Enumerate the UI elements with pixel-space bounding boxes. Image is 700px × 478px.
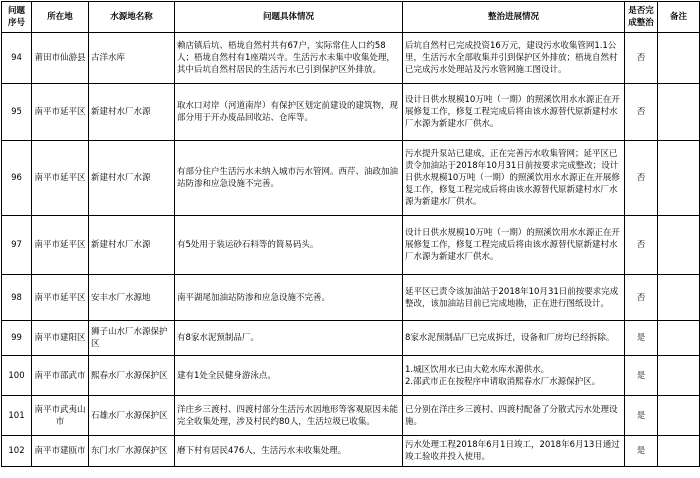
cell-note bbox=[658, 321, 700, 356]
cell-no: 94 bbox=[2, 33, 32, 84]
cell-done: 是 bbox=[625, 396, 658, 436]
cell-no: 102 bbox=[2, 436, 32, 467]
header-done: 是否完成整治 bbox=[625, 2, 658, 33]
rectification-table bbox=[1, 1, 700, 467]
table-row bbox=[2, 396, 700, 436]
cell-location: 南平市延平区 bbox=[32, 141, 89, 216]
cell-location: 南平市建瓯市 bbox=[32, 436, 89, 467]
table-row bbox=[2, 436, 700, 467]
cell-note bbox=[658, 436, 700, 467]
cell-done: 否 bbox=[625, 141, 658, 216]
header-row bbox=[2, 2, 700, 33]
cell-problem: 取水口对岸（河道南岸）有保护区划定前建设的建筑物，现部分用于开办废品回收站、仓库等。 bbox=[175, 84, 403, 141]
cell-source: 新建村水厂水源 bbox=[89, 84, 175, 141]
cell-note bbox=[658, 275, 700, 321]
cell-progress: 已分别在洋庄乡三渡村、四渡村配备了分散式污水处理设施。 bbox=[403, 396, 625, 436]
cell-problem: 磨下村有居民476人，生活污水未收集处理。 bbox=[175, 436, 403, 467]
table-row bbox=[2, 321, 700, 356]
cell-no: 101 bbox=[2, 396, 32, 436]
cell-no: 98 bbox=[2, 275, 32, 321]
cell-problem: 有8家水泥预制品厂。 bbox=[175, 321, 403, 356]
cell-no: 100 bbox=[2, 356, 32, 396]
cell-problem: 有部分住户生活污水未纳入城市污水管网。西芹、油政加油站防渗和应急设施不完善。 bbox=[175, 141, 403, 216]
cell-done: 是 bbox=[625, 321, 658, 356]
cell-progress: 污水提升泵站已建成，正在完善污水收集管网；延平区已责令加油站于2018年10月31日前按要求完成整改；设计日供水规模10万吨（一期）的照溪饮用水水源正在开展修复工作，修复工程完成后将由该水源替代原新建村水厂水源为新建水厂供水。 bbox=[403, 141, 625, 216]
cell-location: 南平市武夷山市 bbox=[32, 396, 89, 436]
cell-note bbox=[658, 396, 700, 436]
cell-no: 97 bbox=[2, 216, 32, 275]
cell-done: 是 bbox=[625, 436, 658, 467]
table-row bbox=[2, 33, 700, 84]
cell-note bbox=[658, 356, 700, 396]
cell-problem: 南平湖尾加油站防渗和应急设施不完善。 bbox=[175, 275, 403, 321]
cell-location: 南平市延平区 bbox=[32, 216, 89, 275]
cell-problem: 洋庄乡三渡村、四渡村部分生活污水因地形等客观原因未能完全收集处理，涉及村民约80人，生活垃圾已收集。 bbox=[175, 396, 403, 436]
cell-source: 安丰水厂水源地 bbox=[89, 275, 175, 321]
cell-no: 96 bbox=[2, 141, 32, 216]
cell-done: 否 bbox=[625, 275, 658, 321]
cell-source: 新建村水厂水源 bbox=[89, 141, 175, 216]
cell-source: 石雄水厂水源保护区 bbox=[89, 396, 175, 436]
cell-progress: 后坑自然村已完成投资16万元，建设污水收集管网1.1公里，生活污水全部收集并引到保护区外排放；梧垅自然村已完成污水处理站及污水管网施工图设计。 bbox=[403, 33, 625, 84]
header-source: 水源地名称 bbox=[89, 2, 175, 33]
cell-progress: 污水处理工程2018年6月1日竣工，2018年6月13日通过竣工验收并投入使用。 bbox=[403, 436, 625, 467]
cell-source: 东门水厂水源保护区 bbox=[89, 436, 175, 467]
cell-done: 否 bbox=[625, 84, 658, 141]
cell-location: 南平市建阳区 bbox=[32, 321, 89, 356]
cell-progress: 延平区已责令该加油站于2018年10月31日前按要求完成整改，该加油站目前已完成地勘，正在进行图纸设计。 bbox=[403, 275, 625, 321]
cell-note bbox=[658, 216, 700, 275]
table-row bbox=[2, 141, 700, 216]
header-note: 备注 bbox=[658, 2, 700, 33]
cell-source: 熙春水厂水源保护区 bbox=[89, 356, 175, 396]
cell-note bbox=[658, 141, 700, 216]
cell-progress: 8家水泥预制品厂已完成拆迁，设备和厂房均已经拆除。 bbox=[403, 321, 625, 356]
header-no: 问题序号 bbox=[2, 2, 32, 33]
cell-no: 99 bbox=[2, 321, 32, 356]
table-row bbox=[2, 84, 700, 141]
header-progress: 整治进展情况 bbox=[403, 2, 625, 33]
cell-location: 南平市延平区 bbox=[32, 84, 89, 141]
cell-location: 南平市邵武市 bbox=[32, 356, 89, 396]
cell-location: 莆田市仙游县 bbox=[32, 33, 89, 84]
cell-done: 是 bbox=[625, 356, 658, 396]
table-row bbox=[2, 356, 700, 396]
cell-progress: 设计日供水规模10万吨（一期）的照溪饮用水水源正在开展修复工作，修复工程完成后将由该水源替代原新建村水厂水源为新建水厂供水。 bbox=[403, 84, 625, 141]
cell-source: 古洋水库 bbox=[89, 33, 175, 84]
cell-note bbox=[658, 84, 700, 141]
cell-progress: 1.城区饮用水已由大乾水库水源供水。 2.邵武市正在按程序申请取消熙春水厂水源保护区。 bbox=[403, 356, 625, 396]
cell-problem: 赖店镇后坑、梧垅自然村共有67户，实际常住人口约58人；梧垅自然村有1座瑞兴寺。生活污水未集中收集处理，其中后坑自然村居民的生活污水已引到保护区外排放。 bbox=[175, 33, 403, 84]
cell-source: 新建村水厂水源 bbox=[89, 216, 175, 275]
cell-note bbox=[658, 33, 700, 84]
cell-done: 否 bbox=[625, 33, 658, 84]
table-row bbox=[2, 216, 700, 275]
header-location: 所在地 bbox=[32, 2, 89, 33]
cell-source: 狮子山水厂水源保护区 bbox=[89, 321, 175, 356]
cell-problem: 建有1处全民健身游泳点。 bbox=[175, 356, 403, 396]
cell-problem: 有5处用于装运砂石料等的简易码头。 bbox=[175, 216, 403, 275]
cell-no: 95 bbox=[2, 84, 32, 141]
cell-done: 否 bbox=[625, 216, 658, 275]
cell-progress: 设计日供水规模10万吨（一期）的照溪饮用水水源正在开展修复工作，修复工程完成后将由该水源替代原新建村水厂水源为新建水厂供水。 bbox=[403, 216, 625, 275]
header-problem: 问题具体情况 bbox=[175, 2, 403, 33]
cell-location: 南平市延平区 bbox=[32, 275, 89, 321]
table-row bbox=[2, 275, 700, 321]
